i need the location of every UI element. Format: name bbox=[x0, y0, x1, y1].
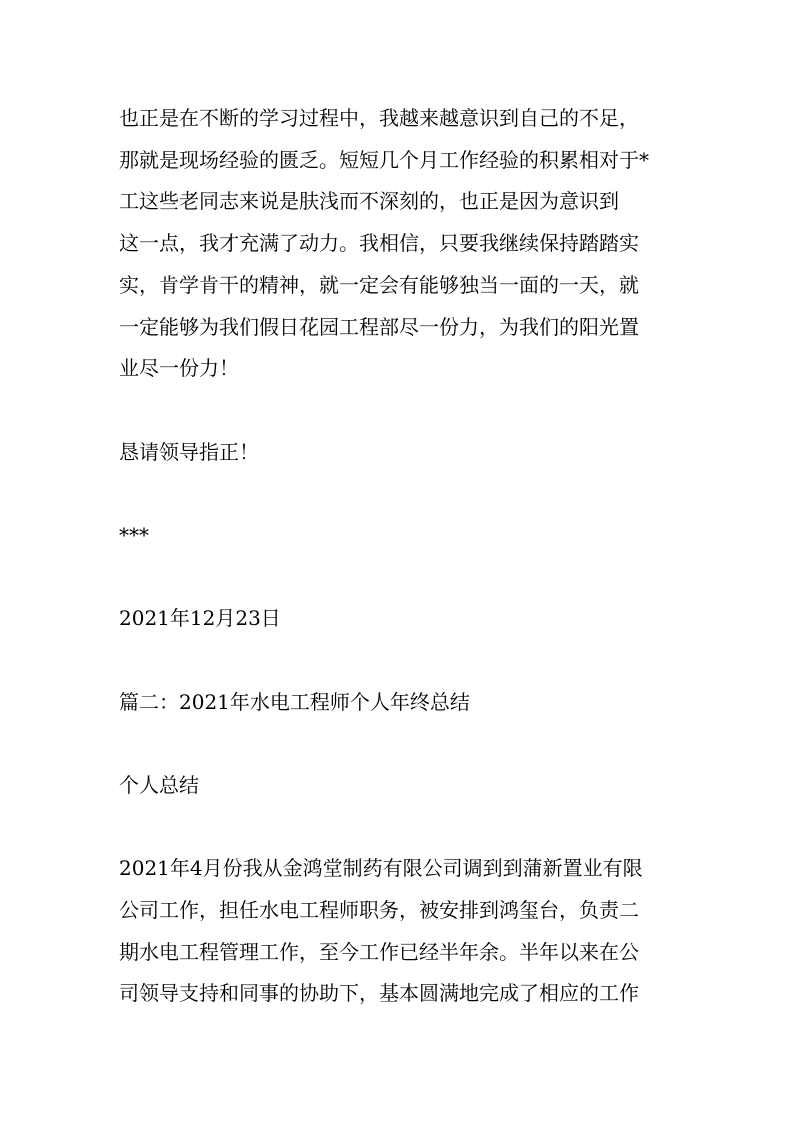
paragraph-2-line-1: 2021年4月份我从金鸿堂制药有限公司调到到蒲新置业有限 bbox=[119, 856, 643, 880]
paragraph-2-line-4: 司领导支持和同事的协助下，基本圆满地完成了相应的工作 bbox=[119, 981, 639, 1005]
paragraph-1-line-1: 也正是在不断的学习过程中，我越来越意识到自己的不足， bbox=[119, 106, 639, 130]
section-title: 篇二：2021年水电工程师个人年终总结 bbox=[119, 690, 470, 714]
paragraph-1-line-5: 实，肯学肯干的精神，就一定会有能够独当一面的一天，就 bbox=[119, 273, 639, 297]
section-subtitle: 个人总结 bbox=[119, 773, 199, 797]
paragraph-1-line-4: 这一点，我才充满了动力。我相信，只要我继续保持踏踏实 bbox=[119, 231, 639, 255]
paragraph-2-line-2: 公司工作，担任水电工程师职务，被安排到鸿玺台，负责二 bbox=[119, 898, 639, 922]
paragraph-1-line-2: 那就是现场经验的匮乏。短短几个月工作经验的积累相对于* bbox=[119, 148, 649, 172]
paragraph-1-line-3: 工这些老同志来说是肤浅而不深刻的，也正是因为意识到 bbox=[119, 189, 619, 213]
paragraph-2-line-3: 期水电工程管理工作，至今工作已经半年余。半年以来在公 bbox=[119, 940, 639, 964]
closing-line: 恳请领导指正！ bbox=[119, 440, 259, 464]
date: 2021年12月23日 bbox=[119, 606, 281, 630]
paragraph-1-line-7: 业尽一份力！ bbox=[119, 356, 239, 380]
paragraph-1-line-6: 一定能够为我们假日花园工程部尽一份力，为我们的阳光置 bbox=[119, 315, 639, 339]
signature: *** bbox=[119, 523, 149, 547]
